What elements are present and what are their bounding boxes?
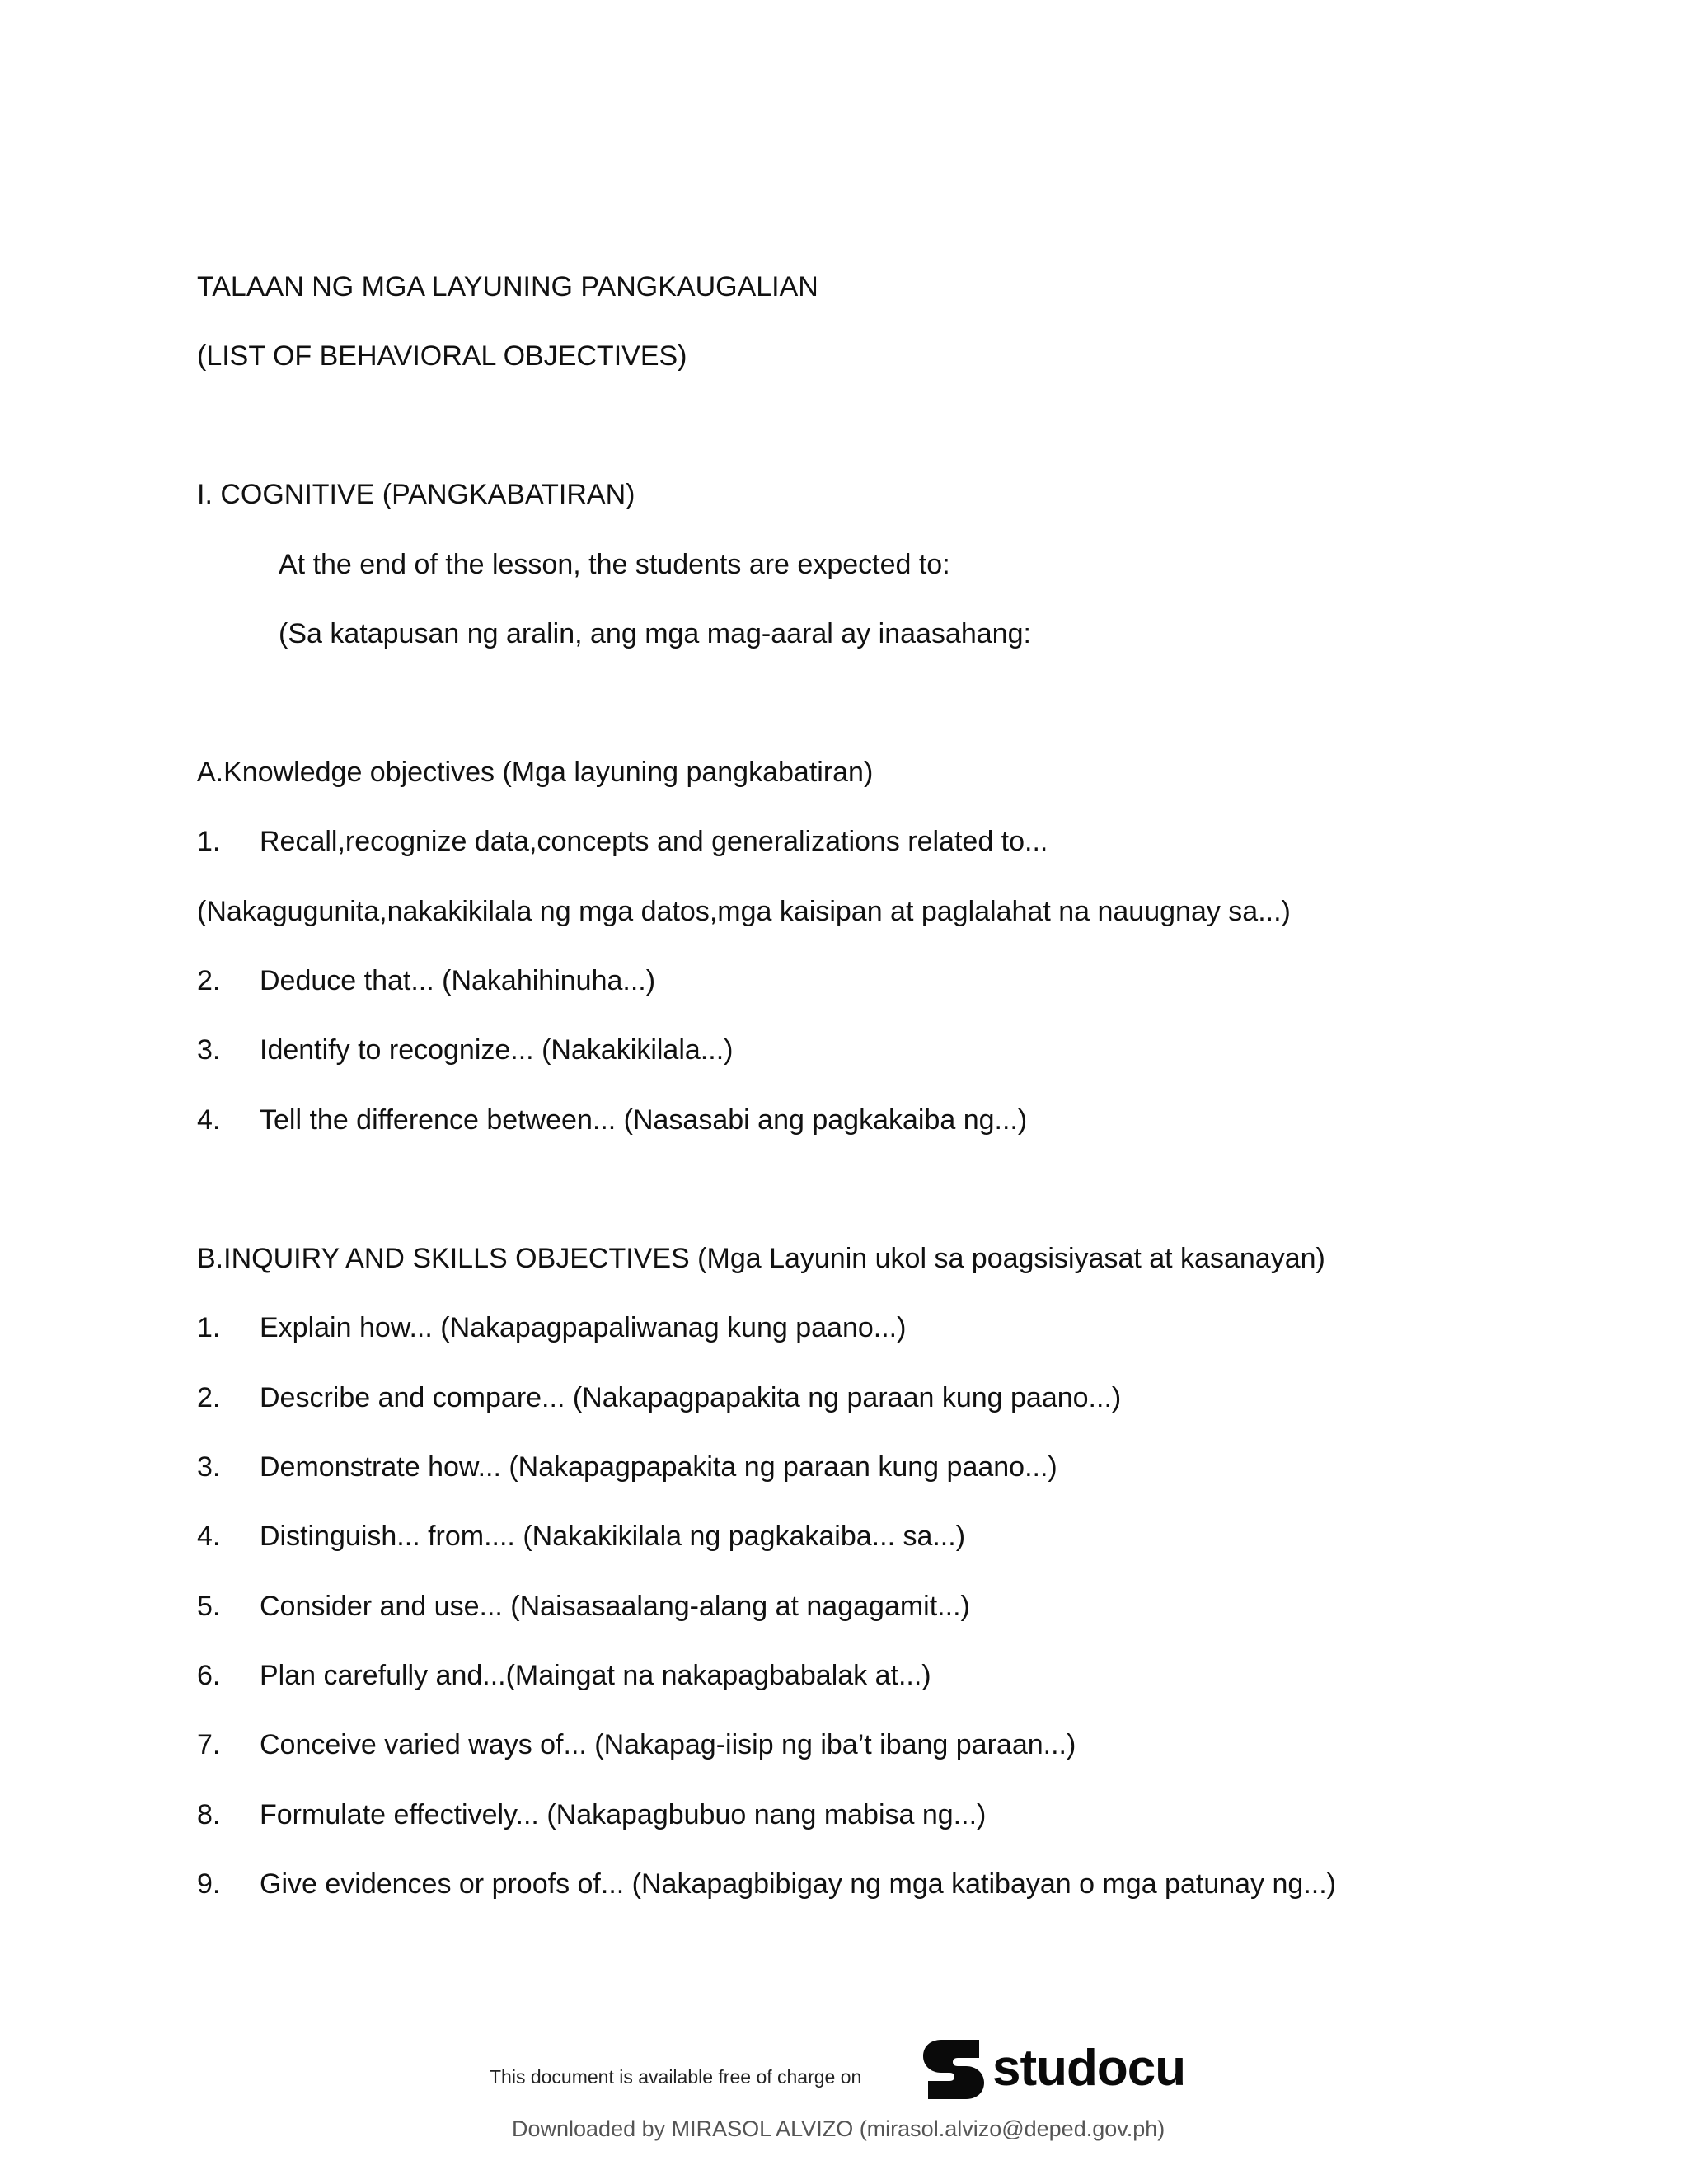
list-item bbox=[197, 1033, 733, 1066]
list-item bbox=[197, 825, 1048, 858]
list-text: Formulate effectively... (Nakapagbubuo nang mabisa ng...) bbox=[260, 1799, 987, 1830]
list-text: Explain how... (Nakapagpapaliwanag kung paano...) bbox=[260, 1312, 907, 1343]
list-number: 1. bbox=[197, 1312, 221, 1343]
list-item bbox=[197, 1311, 906, 1344]
list-number: 3. bbox=[197, 1451, 221, 1483]
part-b-heading: B.INQUIRY AND SKILLS OBJECTIVES (Mga Layunin ukol sa poagsisiyasat at kasanayan) bbox=[197, 1243, 1325, 1274]
list-number: 3. bbox=[197, 1034, 221, 1066]
list-number: 2. bbox=[197, 1382, 221, 1413]
part-a-heading: A.Knowledge objectives (Mga layuning pangkabatiran) bbox=[197, 757, 874, 788]
list-item bbox=[197, 1104, 1027, 1137]
list-text: Plan carefully and...(Maingat na nakapagbabalak at...) bbox=[260, 1660, 931, 1691]
list-item bbox=[197, 964, 655, 997]
list-number: 6. bbox=[197, 1660, 221, 1691]
availability-note: This document is available free of charge on bbox=[490, 2066, 862, 2088]
list-number: 4. bbox=[197, 1521, 221, 1552]
list-text: Give evidences or proofs of... (Nakapagbibigay ng mga katibayan o mga patunay ng...) bbox=[260, 1868, 1336, 1900]
list-text: Distinguish... from.... (Nakakikilala ng pagkakaiba... sa...) bbox=[260, 1521, 966, 1552]
list-text: Demonstrate how... (Nakapagpapakita ng paraan kung paano...) bbox=[260, 1451, 1057, 1483]
list-item bbox=[197, 1381, 1121, 1414]
studocu-wordmark: studocu bbox=[992, 2039, 1186, 2097]
list-text: Describe and compare... (Nakapagpapakita ng paraan kung paano...) bbox=[260, 1382, 1122, 1413]
list-number: 5. bbox=[197, 1591, 221, 1622]
document-title: TALAAN NG MGA LAYUNING PANGKAUGALIAN bbox=[197, 271, 818, 302]
list-item bbox=[197, 1659, 931, 1692]
intro-filipino: (Sa katapusan ng aralin, ang mga mag-aaral ay inaasahang: bbox=[279, 618, 1031, 649]
list-number: 4. bbox=[197, 1104, 221, 1136]
list-text: Tell the difference between... (Nasasabi ang pagkakaiba ng...) bbox=[260, 1104, 1028, 1136]
list-text: Identify to recognize... (Nakakikilala...) bbox=[260, 1034, 734, 1066]
list-text: Deduce that... (Nakahihinuha...) bbox=[260, 965, 656, 996]
list-item bbox=[197, 1590, 970, 1623]
downloaded-by-note: Downloaded by MIRASOL ALVIZO (mirasol.alvizo@deped.gov.ph) bbox=[512, 2116, 1165, 2141]
intro-english: At the end of the lesson, the students are expected to: bbox=[279, 549, 950, 580]
list-number: 8. bbox=[197, 1799, 221, 1830]
document-subtitle: (LIST OF BEHAVIORAL OBJECTIVES) bbox=[197, 340, 687, 372]
list-item bbox=[197, 1868, 1336, 1900]
list-number: 1. bbox=[197, 826, 221, 857]
list-text: Recall,recognize data,concepts and generalizations related to... bbox=[260, 826, 1048, 857]
list-number: 9. bbox=[197, 1868, 221, 1900]
part-a-note: (Nakagugunita,nakakikilala ng mga datos,mga kaisipan at paglalahat na nauugnay sa...) bbox=[197, 896, 1291, 927]
studocu-logo[interactable] bbox=[921, 2032, 1185, 2103]
list-item bbox=[197, 1728, 1076, 1761]
list-item bbox=[197, 1798, 986, 1831]
list-text: Consider and use... (Naisasaalang-alang at nagagamit...) bbox=[260, 1591, 970, 1622]
section-heading: I. COGNITIVE (PANGKABATIRAN) bbox=[197, 479, 635, 510]
list-number: 2. bbox=[197, 965, 221, 996]
studocu-logo-icon bbox=[921, 2035, 986, 2101]
list-item bbox=[197, 1520, 965, 1553]
list-number: 7. bbox=[197, 1729, 221, 1760]
list-item bbox=[197, 1451, 1057, 1483]
list-text: Conceive varied ways of... (Nakapag-iisip ng iba’t ibang paraan...) bbox=[260, 1729, 1076, 1760]
